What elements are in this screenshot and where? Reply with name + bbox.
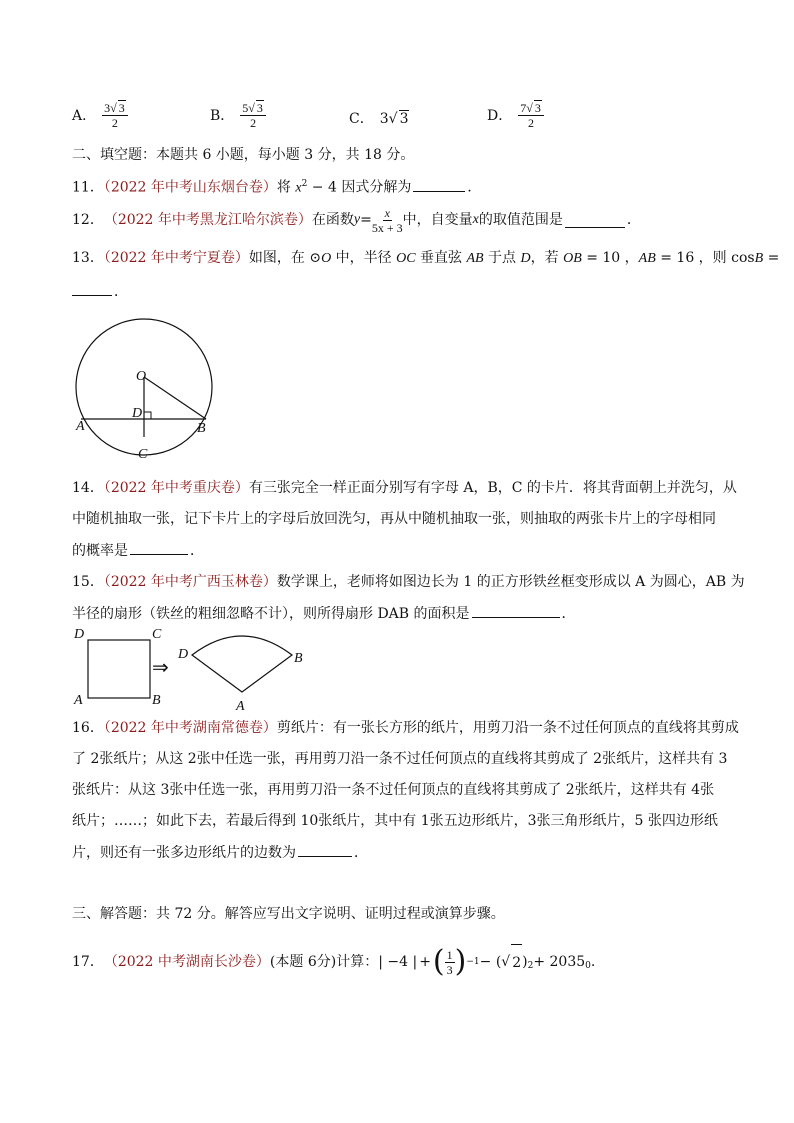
question-16-line-2: 了 2张纸片；从这 2张中任选一张，再用剪刀沿一条不过任何顶点的直线将其剪成了 2张纸片，这样共有 3 (72, 751, 728, 767)
answer-blank[interactable] (130, 540, 188, 555)
label-b: B (152, 693, 161, 708)
question-15: 15．（2022 年中考广西玉林卷）数学课上，老师将如图边长为 1 的正方形铁丝框变形成以 A 为圆心，AB 为 (72, 574, 745, 590)
source-tag: （2022 年中考重庆卷） (103, 480, 249, 496)
option-a (72, 100, 128, 130)
function-fraction: $\frac{x}{5x + 3}$ (371, 205, 403, 235)
option-b-value: $\frac{5√ 3}{2}$ (240, 100, 266, 130)
question-16-line-5: 片，则还有一张多边形纸片的边数为 ． (72, 842, 368, 863)
answer-blank[interactable] (565, 213, 625, 228)
answer-blank[interactable] (413, 177, 465, 192)
option-c-value: 3√ 3 (379, 110, 409, 127)
option-d (487, 100, 544, 130)
label-d: D (132, 406, 143, 421)
label-a2: A (236, 699, 245, 714)
option-d-letter: D． (487, 108, 513, 124)
answer-blank[interactable] (72, 281, 112, 296)
question-17: 17． （2022 中考湖南长沙卷） (本题 6分)计算： | −4 | + ( $\frac{1}{3}$ ) −1 − ( √ 2 ) $_2$ + 2035 $_0$ . (72, 944, 596, 979)
question-14-line-2: 中随机抽取一张，记下卡片上的字母后放回洗匀，再从中随机抽取一张，则抽取的两张卡片上的字母相同 (72, 511, 716, 527)
label-d2: D (178, 647, 189, 662)
question-13-cont: ． (72, 281, 128, 302)
source-tag: （2022 年中考湖南常德卷） (103, 720, 277, 736)
option-c-letter: C． (349, 111, 374, 127)
source-tag: （2022 年中考黑龙江哈尔滨卷） (103, 212, 312, 228)
option-b-letter: B． (210, 108, 235, 124)
label-o: O (136, 369, 147, 384)
question-12: 12． （2022 年中考黑龙江哈尔滨卷） 在函数 y = $\frac{x}{5x + 3}$ 中，自变量 x 的取值范围是 ． (72, 205, 641, 235)
abs-value: | −4 | (378, 954, 418, 970)
question-16: 16．（2022 年中考湖南常德卷）剪纸片：有一张长方形的纸片，用剪刀沿一条不过任何顶点的直线将其剪成 (72, 720, 739, 736)
question-16-line-3: 张纸片：从这 3张中任选一张，再用剪刀沿一条不过任何顶点的直线将其剪成了 2张纸片，这样共有 4张 (72, 782, 715, 798)
question-15-line-2: 半径的扇形（铁丝的粗细忽略不计），则所得扇形 DAB 的面积是 ． (72, 603, 576, 624)
option-d-value: $\frac{7√ 3}{2}$ (518, 100, 544, 130)
source-tag: （2022 年中考宁夏卷） (103, 250, 249, 266)
option-c (349, 108, 409, 128)
transform-arrow-icon: ⇒ (152, 657, 169, 679)
label-a: A (76, 419, 85, 434)
question-11: 11．（2022 年中考山东烟台卷）将 $x^2 - 4$ 因式分解为 ． (72, 174, 481, 199)
label-c: C (152, 627, 162, 642)
label-c: C (138, 447, 148, 462)
fraction-one-third: $\frac{1}{3}$ (446, 947, 453, 977)
square-abcd (88, 640, 150, 698)
sector-dab (192, 636, 292, 692)
option-a-value: $\frac{3√ 3}{2}$ (102, 100, 128, 130)
option-a-letter: A． (72, 108, 97, 124)
section-2-heading: 二、填空题：本题共 6 小题，每小题 3 分，共 18 分。 (72, 147, 415, 163)
label-d: D (74, 627, 85, 642)
label-b2: B (294, 651, 303, 666)
circle-figure (70, 315, 220, 465)
radius-ob (144, 377, 206, 419)
section-3-heading: 三、解答题：共 72 分。解答应写出文字说明、证明过程或演算步骤。 (72, 906, 505, 922)
answer-blank[interactable] (298, 842, 352, 857)
source-tag: （2022 年中考广西玉林卷） (103, 574, 277, 590)
right-angle-mark (144, 412, 151, 419)
question-16-line-4: 纸片；……；如此下去，若最后得到 10张纸片，其中有 1张五边形纸片，3张三角形纸片，5 张四边形纸 (72, 813, 718, 829)
answer-blank[interactable] (472, 603, 560, 618)
question-13: 13．（2022 年中考宁夏卷）如图，在 ⊙O 中，半径 OC 垂直弦 AB 于点 D，若 OB = 10 ，AB = 16 ，则 cosB = (72, 250, 780, 266)
source-tag: （2022 年中考山东烟台卷） (103, 179, 277, 196)
question-14-line-3: 的概率是 ． (72, 540, 204, 561)
label-a: A (74, 693, 83, 708)
question-14: 14．（2022 年中考重庆卷）有三张完全一样正面分别写有字母 A，B，C 的卡片．将其背面朝上并洗匀，从 (72, 480, 737, 496)
source-tag: （2022 中考湖南长沙卷） (103, 954, 270, 970)
label-b: B (197, 421, 206, 436)
square-to-sector-figure (70, 622, 320, 714)
option-b (210, 100, 266, 130)
